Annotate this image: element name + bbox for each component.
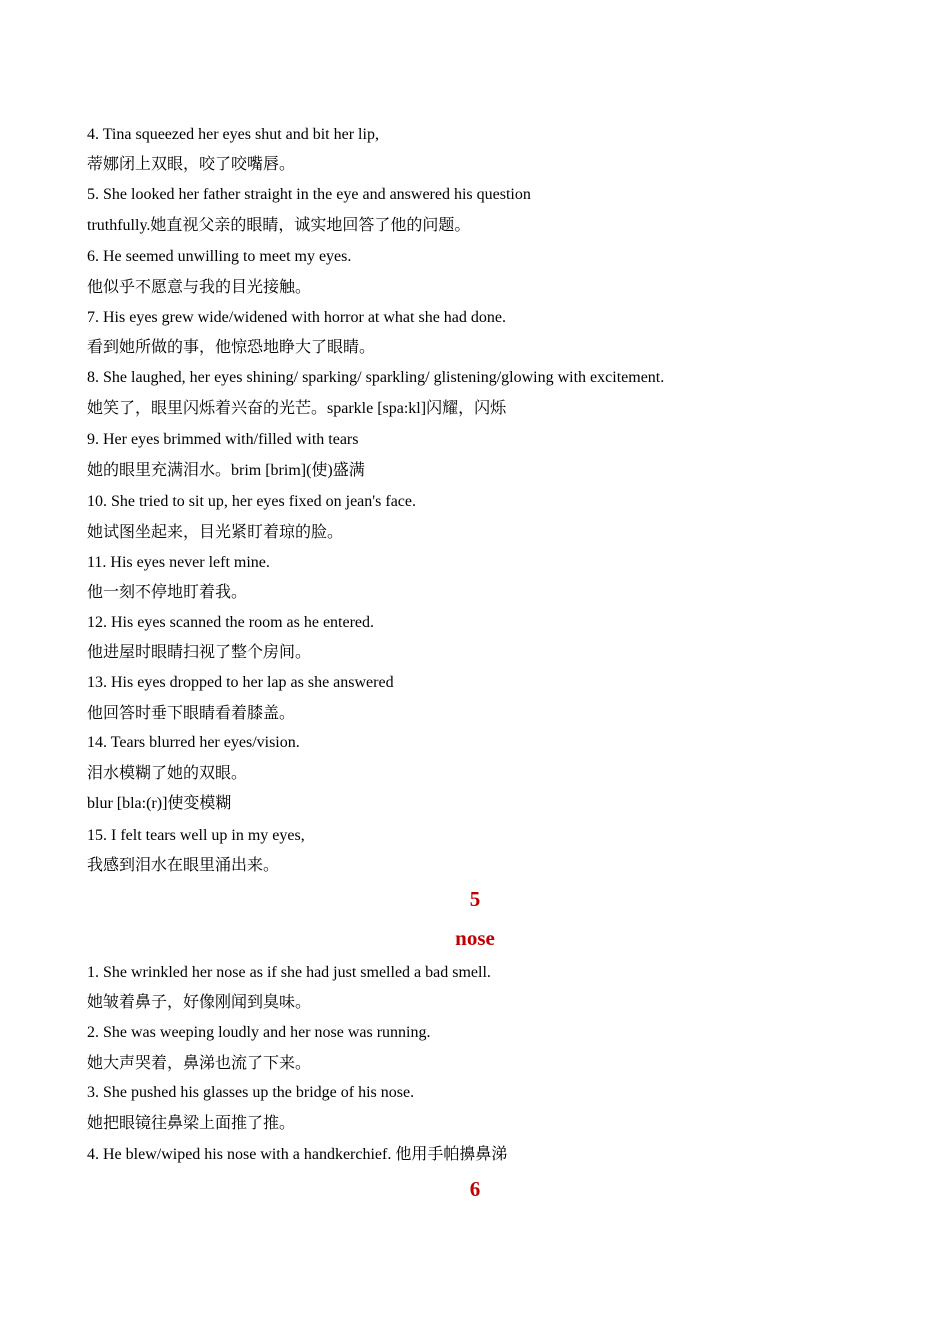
sentence-line: 1. She wrinkled her nose as if she had just smelled a bad smell. bbox=[87, 964, 491, 981]
translation-line: 她笑了，眼里闪烁着兴奋的光芒。sparkle [spa:kl]闪耀，闪烁 bbox=[87, 400, 507, 417]
translation-line: 她试图坐起来，目光紧盯着琼的脸。 bbox=[87, 524, 344, 541]
translation-line: 她的眼里充满泪水。brim [brim](使)盛满 bbox=[87, 462, 365, 479]
sentence-line: 15. I felt tears well up in my eyes, bbox=[87, 827, 305, 844]
sentence-line: 12. His eyes scanned the room as he entered. bbox=[87, 614, 375, 631]
sentence-line: 9. Her eyes brimmed with/filled with tears bbox=[87, 431, 359, 448]
sentence-line: 10. She tried to sit up, her eyes fixed on jean's face. bbox=[87, 493, 417, 510]
sentence-line: 13. His eyes dropped to her lap as she answered bbox=[87, 674, 394, 691]
vocab-line: blur [bla:(r)]使变模糊 bbox=[87, 795, 232, 812]
section-number: 5 bbox=[469, 887, 481, 911]
sentence-line: 4. Tina squeezed her eyes shut and bit her lip, bbox=[87, 126, 379, 143]
sentence-line: 3. She pushed his glasses up the bridge of his nose. bbox=[87, 1084, 415, 1101]
sentence-line: 5. She looked her father straight in the eye and answered his question bbox=[87, 186, 531, 203]
sentence-line: 4. He blew/wiped his nose with a handkerchief. 他用手帕擤鼻涕 bbox=[87, 1146, 508, 1163]
translation-line: 蒂娜闭上双眼，咬了咬嘴唇。 bbox=[87, 156, 296, 173]
translation-line: 他一刻不停地盯着我。 bbox=[87, 584, 248, 601]
translation-line: 他似乎不愿意与我的目光接触。 bbox=[87, 279, 312, 296]
sentence-line: 14. Tears blurred her eyes/vision. bbox=[87, 734, 300, 751]
sentence-line: 2. She was weeping loudly and her nose was running. bbox=[87, 1024, 431, 1041]
translation-line: 他回答时垂下眼睛看着膝盖。 bbox=[87, 705, 296, 722]
translation-line: 她皱着鼻子，好像刚闻到臭味。 bbox=[87, 994, 312, 1011]
translation-line: 看到她所做的事，他惊恐地睁大了眼睛。 bbox=[87, 339, 376, 356]
translation-line: 泪水模糊了她的双眼。 bbox=[87, 765, 248, 782]
section-title: nose bbox=[455, 926, 495, 950]
translation-line: truthfully.她直视父亲的眼睛，诚实地回答了他的问题。 bbox=[87, 217, 471, 234]
sentence-line: 8. She laughed, her eyes shining/ sparking/ sparkling/ glistening/glowing with excitement. bbox=[87, 369, 665, 386]
translation-line: 她把眼镜往鼻梁上面推了推。 bbox=[87, 1115, 296, 1132]
translation-line: 她大声哭着，鼻涕也流了下来。 bbox=[87, 1055, 312, 1072]
sentence-line: 7. His eyes grew wide/widened with horror at what she had done. bbox=[87, 309, 506, 326]
sentence-line: 6. He seemed unwilling to meet my eyes. bbox=[87, 248, 352, 265]
section-number: 6 bbox=[469, 1177, 481, 1201]
translation-line: 我感到泪水在眼里涌出来。 bbox=[87, 857, 280, 874]
sentence-line: 11. His eyes never left mine. bbox=[87, 554, 270, 571]
translation-line: 他进屋时眼睛扫视了整个房间。 bbox=[87, 644, 312, 661]
